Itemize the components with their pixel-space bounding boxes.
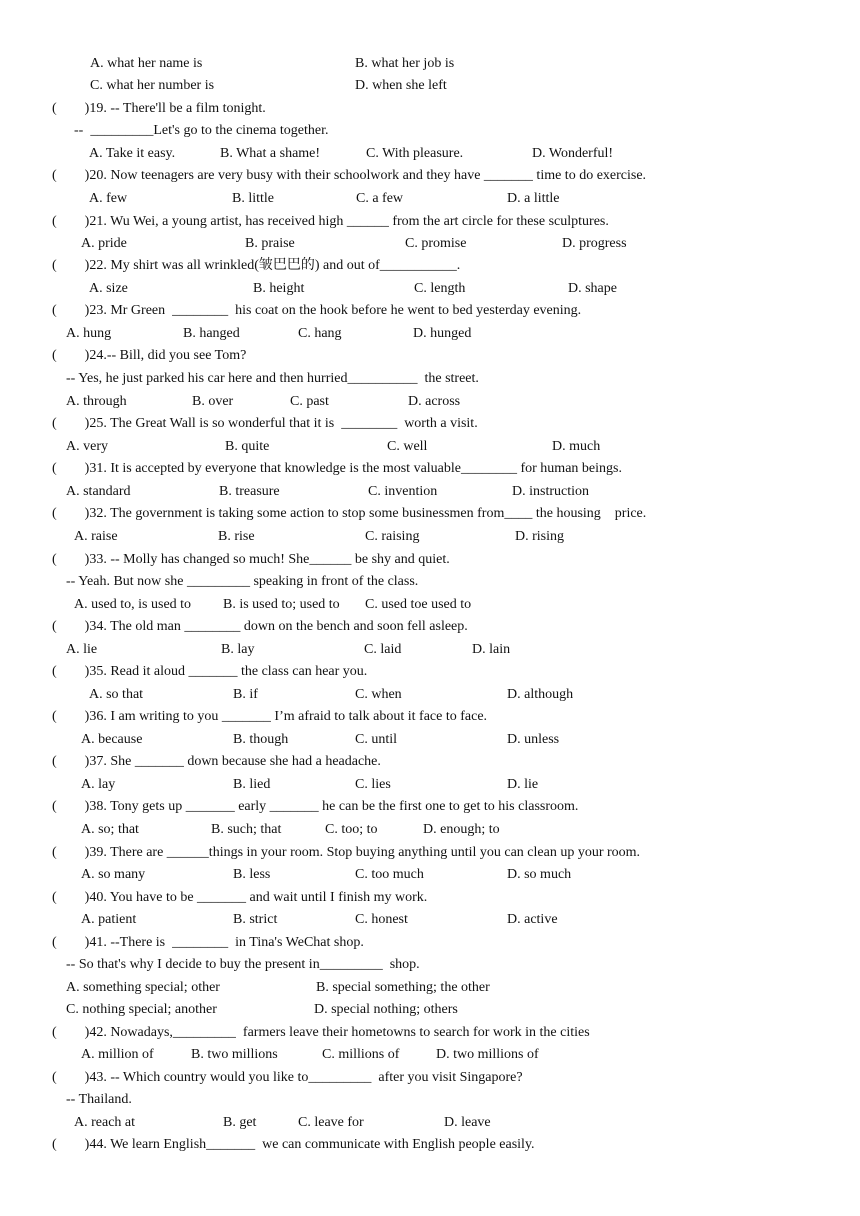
answer-option: D. when she left (355, 78, 447, 93)
question-line (0, 550, 860, 570)
answer-option: B. if (233, 687, 258, 702)
text-line (0, 640, 860, 660)
answer-option: C. well (387, 439, 428, 454)
answer-option: C. nothing special; another (66, 1002, 217, 1017)
text-line (0, 685, 860, 705)
line-text: -- Thailand. (66, 1092, 132, 1107)
text-line (0, 324, 860, 344)
answer-option: B. treasure (219, 484, 280, 499)
line-text: ( )23. Mr Green ________ his coat on the hook before he went to bed yesterday evening. (52, 303, 582, 318)
line-text: ( )39. There are ______things in your room. Stop buying anything until you can clean up your room. (52, 845, 641, 860)
line-text: ( )42. Nowadays,_________ farmers leave their hometowns to search for work in the cities (52, 1025, 590, 1040)
answer-option: A. so many (81, 867, 146, 882)
answer-option: A. something special; other (66, 980, 220, 995)
line-text: ( )37. She _______ down because she had a headache. (52, 754, 381, 769)
answer-option: D. much (552, 439, 601, 454)
answer-option: C. With pleasure. (366, 146, 464, 161)
answer-option: C. too much (355, 867, 424, 882)
answer-option: A. pride (81, 236, 127, 251)
answer-option: A. million of (81, 1047, 154, 1062)
text-line (0, 1045, 860, 1065)
answer-option: D. leave (444, 1115, 491, 1130)
line-text: ( )31. It is accepted by everyone that knowledge is the most valuable________ for human beings. (52, 461, 622, 476)
answer-option: B. praise (245, 236, 295, 251)
answer-option: B. lay (221, 642, 255, 657)
text-line (0, 189, 860, 209)
text-line (0, 369, 860, 389)
answer-option: B. strict (233, 912, 278, 927)
answer-option: A. lie (66, 642, 98, 657)
line-text: -- So that's why I decide to buy the present in_________ shop. (66, 957, 420, 972)
line-text: ( )41. --There is ________ in Tina's WeChat shop. (52, 935, 364, 950)
text-line (0, 978, 860, 998)
text-line (0, 775, 860, 795)
answer-option: B. special something; the other (316, 980, 490, 995)
answer-option: D. although (507, 687, 574, 702)
answer-option: B. hanged (183, 326, 240, 341)
answer-option: C. until (355, 732, 398, 747)
answer-option: B. height (253, 281, 305, 296)
line-text: -- Yeah. But now she _________ speaking in front of the class. (66, 574, 419, 589)
answer-option: B. over (192, 394, 234, 409)
answer-option: D. across (408, 394, 461, 409)
answer-option: B. rise (218, 529, 255, 544)
answer-option: A. reach at (74, 1115, 136, 1130)
answer-option: A. so; that (81, 822, 139, 837)
line-text: ( )36. I am writing to you _______ I’m afraid to talk about it face to face. (52, 709, 488, 724)
answer-option: B. though (233, 732, 289, 747)
answer-option: B. is used to; used to (223, 597, 340, 612)
line-text: ( )19. -- There'll be a film tonight. (52, 101, 266, 116)
question-line (0, 843, 860, 863)
answer-option: C. invention (368, 484, 438, 499)
answer-option: D. hunged (413, 326, 472, 341)
answer-option: D. shape (568, 281, 617, 296)
question-line (0, 707, 860, 727)
question-line (0, 166, 860, 186)
answer-option: A. standard (66, 484, 131, 499)
line-text: ( )21. Wu Wei, a young artist, has received high ______ from the art circle for these sculptures. (52, 214, 609, 229)
line-text: ( )43. -- Which country would you like to_________ after you visit Singapore? (52, 1070, 523, 1085)
question-line (0, 752, 860, 772)
question-line (0, 504, 860, 524)
answer-option: A. very (66, 439, 108, 454)
answer-option: B. What a shame! (220, 146, 321, 161)
answer-option: C. leave for (298, 1115, 364, 1130)
answer-option: C. when (355, 687, 402, 702)
text-line (0, 234, 860, 254)
question-line (0, 414, 860, 434)
line-text: ( )22. My shirt was all wrinkled(皱巴巴的) and out of___________. (52, 258, 461, 273)
answer-option: D. active (507, 912, 558, 927)
answer-option: D. rising (515, 529, 564, 544)
text-line (0, 144, 860, 164)
answer-option: C. hang (298, 326, 342, 341)
answer-option: A. size (89, 281, 128, 296)
answer-option: B. two millions (191, 1047, 278, 1062)
question-line (0, 301, 860, 321)
answer-option: D. lie (507, 777, 539, 792)
answer-option: B. get (223, 1115, 257, 1130)
line-text: ( )40. You have to be _______ and wait until I finish my work. (52, 890, 428, 905)
question-line (0, 212, 860, 232)
line-text: -- _________Let's go to the cinema together. (74, 123, 329, 138)
answer-option: C. millions of (322, 1047, 400, 1062)
answer-option: B. such; that (211, 822, 282, 837)
answer-option: C. honest (355, 912, 408, 927)
text-line (0, 955, 860, 975)
text-line (0, 279, 860, 299)
text-line (0, 76, 860, 96)
text-line (0, 392, 860, 412)
question-line (0, 99, 860, 119)
answer-option: D. two millions of (436, 1047, 539, 1062)
answer-option: B. less (233, 867, 271, 882)
question-line (0, 797, 860, 817)
text-line (0, 121, 860, 141)
answer-option: C. laid (364, 642, 402, 657)
answer-option: A. hung (66, 326, 112, 341)
question-line (0, 617, 860, 637)
answer-option: A. used to, is used to (74, 597, 192, 612)
answer-option: A. raise (74, 529, 118, 544)
answer-option: B. what her job is (355, 56, 455, 71)
answer-option: D. special nothing; others (314, 1002, 458, 1017)
answer-option: C. raising (365, 529, 420, 544)
line-text: ( )32. The government is taking some action to stop some businessmen from____ the housing price. (52, 506, 647, 521)
answer-option: D. unless (507, 732, 560, 747)
text-line (0, 54, 860, 74)
question-line (0, 1068, 860, 1088)
answer-option: C. promise (405, 236, 467, 251)
question-line (0, 888, 860, 908)
answer-option: C. used toe used to (365, 597, 472, 612)
answer-option: D. instruction (512, 484, 589, 499)
line-text: ( )33. -- Molly has changed so much! She______ be shy and quiet. (52, 552, 450, 567)
text-line (0, 482, 860, 502)
text-line (0, 820, 860, 840)
answer-option: A. Take it easy. (89, 146, 176, 161)
answer-option: B. lied (233, 777, 271, 792)
line-text: ( )44. We learn English_______ we can communicate with English people easily. (52, 1137, 535, 1152)
question-line (0, 346, 860, 366)
text-line (0, 1000, 860, 1020)
answer-option: D. Wonderful! (532, 146, 614, 161)
answer-option: B. little (232, 191, 274, 206)
line-text: ( )38. Tony gets up _______ early _______ he can be the first one to get to his classroom. (52, 799, 579, 814)
line-text: ( )35. Read it aloud _______ the class can hear you. (52, 664, 368, 679)
answer-option: A. so that (89, 687, 144, 702)
line-text: ( )20. Now teenagers are very busy with their schoolwork and they have _______ time to do exercise. (52, 168, 647, 183)
answer-option: A. few (89, 191, 128, 206)
answer-option: C. past (290, 394, 329, 409)
text-line (0, 437, 860, 457)
question-line (0, 256, 860, 276)
text-line (0, 730, 860, 750)
text-line (0, 572, 860, 592)
answer-option: D. enough; to (423, 822, 500, 837)
question-line (0, 662, 860, 682)
answer-option: A. through (66, 394, 127, 409)
line-text: -- Yes, he just parked his car here and then hurried__________ the street. (66, 371, 479, 386)
answer-option: A. lay (81, 777, 116, 792)
text-line (0, 1113, 860, 1133)
answer-option: C. a few (356, 191, 404, 206)
text-line (0, 1090, 860, 1110)
question-line (0, 1023, 860, 1043)
answer-option: C. what her number is (90, 78, 215, 93)
question-line (0, 933, 860, 953)
answer-option: D. a little (507, 191, 560, 206)
answer-option: A. because (81, 732, 143, 747)
answer-option: B. quite (225, 439, 270, 454)
answer-option: C. length (414, 281, 466, 296)
text-line (0, 910, 860, 930)
answer-option: C. too; to (325, 822, 378, 837)
answer-option: A. patient (81, 912, 137, 927)
line-text: ( )25. The Great Wall is so wonderful that it is ________ worth a visit. (52, 416, 478, 431)
line-text: ( )24.-- Bill, did you see Tom? (52, 348, 247, 363)
answer-option: D. lain (472, 642, 511, 657)
answer-option: A. what her name is (90, 56, 203, 71)
answer-option: C. lies (355, 777, 391, 792)
answer-option: D. so much (507, 867, 572, 882)
answer-option: D. progress (562, 236, 627, 251)
text-line (0, 865, 860, 885)
line-text: ( )34. The old man ________ down on the bench and soon fell asleep. (52, 619, 468, 634)
question-line (0, 459, 860, 479)
text-line (0, 527, 860, 547)
question-line (0, 1135, 860, 1155)
text-line (0, 595, 860, 615)
